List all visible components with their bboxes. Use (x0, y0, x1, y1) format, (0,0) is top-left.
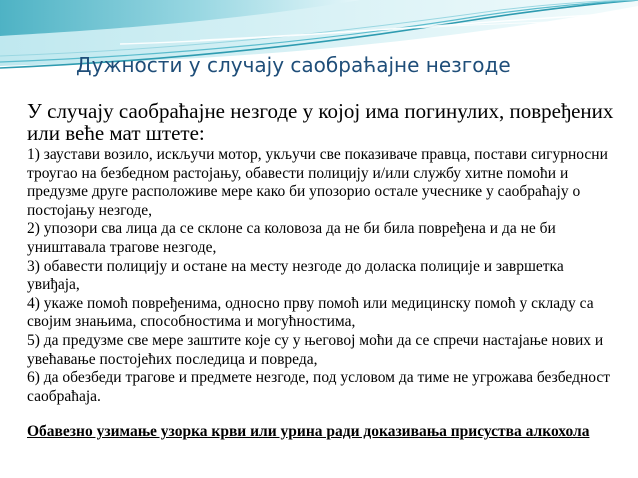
slide-body (27, 100, 617, 406)
duty-item-1: 1) заустави возило, искључи мотор, укључи све показиваче правца, постави сигурносни троугао на безбедном растојању, обавести полицију и/или службу хитне помоћи и предузме друге расположиве мере како би упозорио остале учеснике у саобраћају о постојању незгоде, (27, 146, 608, 219)
lead-text: У случају саобраћајне незгоде у којој има погинулих, повређених или веће мат штете: (27, 99, 614, 145)
mandatory-test-notice: Обавезно узимање узорка крви или урина ради доказивања присуства алкохола (27, 423, 590, 440)
duty-item-6: 6) да обезбеди трагове и предмете незгоде, под условом да тиме не угрожава безбедност саобраћаја. (27, 369, 611, 405)
duty-item-4: 4) укаже помоћ повређенима, односно прву помоћ или медицинску помоћ у складу са својим знањима, способностима и могућностима, (27, 294, 594, 331)
header-wave-decoration (0, 0, 638, 96)
slide-title: Дужности у случају саобраћајне незгоде (76, 53, 511, 77)
duty-item-3: 3) обавести полицију и остане на месту незгоде до доласка полиције и завршетка увиђаја, (27, 257, 564, 294)
duty-item-5: 5) да предузме све мере заштите које су у његовој моћи да се спречи настајање нових и увећавање постојећих последица и повреда, (27, 331, 604, 368)
duty-item-2: 2) упозори сва лица да се склоне са коловоза да не би била повређена и да не би уништавала трагове незгоде, (27, 220, 556, 256)
